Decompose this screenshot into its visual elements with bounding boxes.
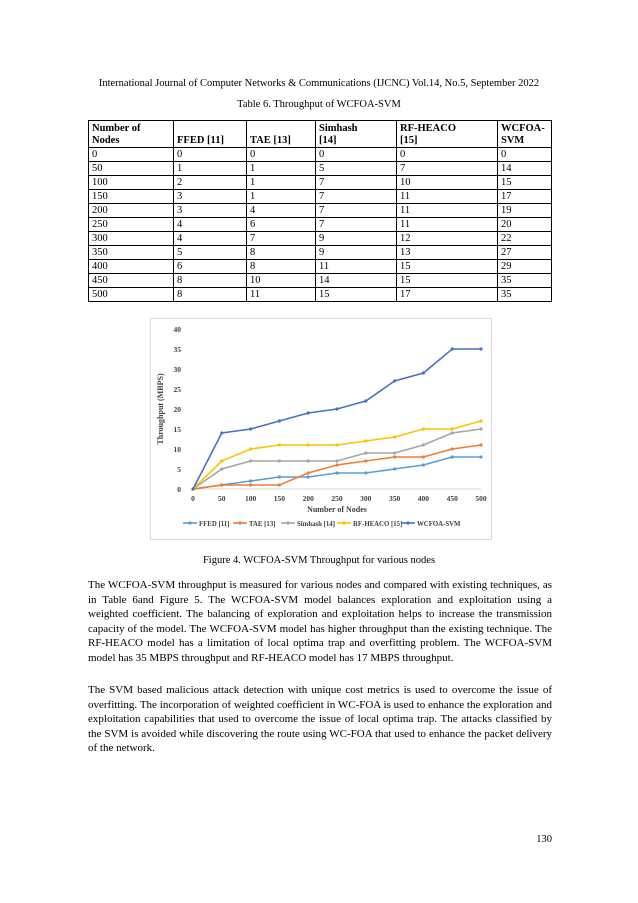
data-point	[393, 435, 396, 438]
data-point	[393, 379, 396, 382]
table-cell: 15	[397, 260, 498, 274]
data-point	[479, 427, 482, 430]
data-point	[479, 455, 482, 458]
table-cell: 450	[89, 274, 174, 288]
chart-canvas	[151, 319, 491, 539]
table-cell: 7	[316, 190, 397, 204]
data-point	[479, 419, 482, 422]
col-header-line: Number of	[92, 123, 141, 134]
table-cell: 11	[247, 288, 316, 302]
table-row	[89, 260, 552, 274]
table-cell: 500	[89, 288, 174, 302]
table-cell: 10	[397, 176, 498, 190]
data-point	[249, 459, 252, 462]
data-point	[451, 447, 454, 450]
table-cell: 8	[174, 288, 247, 302]
legend-label: Simhash [14]	[297, 521, 335, 528]
table-cell: 250	[89, 218, 174, 232]
data-point	[364, 439, 367, 442]
y-axis-label: Throughput (MBPS)	[156, 373, 165, 445]
col-header-line: [15]	[400, 135, 418, 146]
y-tick-label: 30	[173, 365, 181, 374]
x-tick-label: 0	[191, 494, 195, 503]
table-cell: 15	[316, 288, 397, 302]
data-point	[307, 411, 310, 414]
x-tick-label: 100	[244, 494, 257, 503]
col-header-simhash	[316, 121, 397, 148]
table-cell: 100	[89, 176, 174, 190]
data-point	[422, 427, 425, 430]
legend-marker	[342, 521, 345, 524]
x-tick-label: 350	[388, 494, 401, 503]
table-cell: 4	[247, 204, 316, 218]
table-cell: 50	[89, 162, 174, 176]
table-row	[89, 176, 552, 190]
table-row	[89, 232, 552, 246]
table-cell: 7	[397, 162, 498, 176]
legend-marker	[238, 521, 241, 524]
data-point	[307, 443, 310, 446]
paragraph: The SVM based malicious attack detection with unique cost metrics is used to overcome the issue of overfitting. The incorporation of weighted coefficient in WC-FOA is used to enhance the exploration and exploitation capabilities that used to overcome the issue of local optima trap. The attacks classified by the SVM is avoided while discovering the route using WC-FOA that used to enhance the packet delivery of the network.	[88, 684, 552, 754]
table-cell: 11	[397, 204, 498, 218]
table-cell: 9	[316, 232, 397, 246]
y-tick-label: 40	[173, 325, 181, 334]
legend-marker	[286, 521, 289, 524]
data-point	[451, 427, 454, 430]
data-point	[335, 471, 338, 474]
table-cell: 0	[89, 148, 174, 162]
x-tick-label: 300	[360, 494, 372, 503]
table-cell: 300	[89, 232, 174, 246]
legend-marker	[406, 521, 409, 524]
table-cell: 7	[316, 218, 397, 232]
col-header-line: TAE [13]	[250, 135, 291, 146]
data-point	[191, 487, 194, 490]
data-point	[335, 407, 338, 410]
data-point	[249, 427, 252, 430]
table-cell: 27	[498, 246, 552, 260]
table-cell: 13	[397, 246, 498, 260]
legend-marker	[188, 521, 191, 524]
data-point	[307, 459, 310, 462]
data-point	[307, 471, 310, 474]
table-cell: 15	[498, 176, 552, 190]
x-tick-label: 200	[302, 494, 314, 503]
table-caption: Table 6. Throughput of WCFOA-SVM	[237, 99, 401, 110]
table-cell: 35	[498, 288, 552, 302]
table-cell: 3	[174, 204, 247, 218]
table-cell: 350	[89, 246, 174, 260]
data-point	[479, 443, 482, 446]
throughput-table	[88, 120, 552, 302]
table-cell: 22	[498, 232, 552, 246]
table-cell: 0	[247, 148, 316, 162]
table-cell: 17	[498, 190, 552, 204]
data-point	[422, 455, 425, 458]
data-point	[278, 443, 281, 446]
table-row	[89, 190, 552, 204]
data-point	[220, 483, 223, 486]
table-cell: 5	[316, 162, 397, 176]
data-point	[220, 459, 223, 462]
table-cell: 20	[498, 218, 552, 232]
x-tick-label: 450	[446, 494, 458, 503]
x-tick-label: 250	[331, 494, 343, 503]
data-point	[278, 459, 281, 462]
table-cell: 11	[397, 190, 498, 204]
legend-label: TAE [13]	[249, 521, 276, 528]
data-point	[422, 443, 425, 446]
y-tick-label: 10	[173, 445, 181, 454]
legend-label: WCFOA-SVM	[417, 521, 461, 528]
table-cell: 7	[316, 176, 397, 190]
series-line	[193, 429, 481, 489]
table-cell: 19	[498, 204, 552, 218]
table-cell: 200	[89, 204, 174, 218]
data-point	[307, 475, 310, 478]
data-point	[393, 467, 396, 470]
data-point	[393, 455, 396, 458]
x-tick-label: 50	[218, 494, 226, 503]
data-point	[364, 459, 367, 462]
data-point	[393, 451, 396, 454]
table-row	[89, 288, 552, 302]
table-cell: 35	[498, 274, 552, 288]
col-header-line: FFED [11]	[177, 135, 224, 146]
col-header-line: Nodes	[92, 135, 120, 146]
table-cell: 11	[397, 218, 498, 232]
table-cell: 7	[316, 204, 397, 218]
table-cell: 1	[174, 162, 247, 176]
y-tick-label: 20	[173, 405, 181, 414]
y-tick-label: 0	[177, 485, 181, 494]
col-header-rf-heaco	[397, 121, 498, 148]
table-header-row	[89, 121, 552, 148]
table-cell: 6	[247, 218, 316, 232]
table-cell: 1	[247, 176, 316, 190]
table-cell: 10	[247, 274, 316, 288]
table-cell: 14	[316, 274, 397, 288]
col-header-tae	[247, 121, 316, 148]
data-point	[422, 371, 425, 374]
table-cell: 9	[316, 246, 397, 260]
paragraph: The WCFOA-SVM throughput is measured for various nodes and compared with existing techniques, as in Table 6and Figure 5. The WCFOA-SVM model balances exploration and exploitation using a weighted coefficient. The balancing of exploration and exploitation helps to increase the transmission capacity of the model. The WCFOA-SVM model has higher throughput than the existing technique. The RF-HEACO model has a limitation of local optima trap and overfitting problem. The WCFOA-SVM model has 35 MBPS throughput and RF-HEACO model has 17 MBPS throughput.	[88, 579, 552, 664]
data-point	[422, 463, 425, 466]
data-point	[479, 347, 482, 350]
table-cell: 0	[174, 148, 247, 162]
x-axis-label: Number of Nodes	[307, 505, 367, 514]
data-point	[364, 471, 367, 474]
data-point	[335, 443, 338, 446]
legend-label: FFED [11]	[199, 521, 230, 528]
table-cell: 1	[247, 162, 316, 176]
table-cell: 6	[174, 260, 247, 274]
table-row	[89, 162, 552, 176]
data-point	[249, 447, 252, 450]
y-tick-label: 15	[173, 425, 181, 434]
table-row	[89, 246, 552, 260]
data-point	[278, 475, 281, 478]
table-cell: 0	[397, 148, 498, 162]
table-cell: 4	[174, 232, 247, 246]
col-header-nodes	[89, 121, 174, 148]
table-cell: 12	[397, 232, 498, 246]
y-tick-label: 35	[173, 345, 181, 354]
page-number: 130	[536, 834, 552, 845]
x-tick-label: 400	[417, 494, 430, 503]
col-header-line: SVM	[501, 135, 525, 146]
table-cell: 29	[498, 260, 552, 274]
journal-header: International Journal of Computer Networks & Communications (IJCNC) Vol.14, No.5, September 2022	[98, 78, 540, 89]
col-header-wcfoa-svm	[498, 121, 552, 148]
series-line	[193, 349, 481, 489]
data-point	[451, 431, 454, 434]
table-row	[89, 274, 552, 288]
table-cell: 5	[174, 246, 247, 260]
table-cell: 8	[174, 274, 247, 288]
table-cell: 2	[174, 176, 247, 190]
table-row	[89, 218, 552, 232]
table-cell: 14	[498, 162, 552, 176]
x-tick-label: 150	[273, 494, 286, 503]
table-cell: 17	[397, 288, 498, 302]
data-point	[249, 483, 252, 486]
data-point	[220, 467, 223, 470]
throughput-chart	[150, 318, 492, 540]
table-cell: 15	[397, 274, 498, 288]
table-cell: 1	[247, 190, 316, 204]
table-cell: 8	[247, 260, 316, 274]
data-point	[451, 347, 454, 350]
col-header-line: WCFOA-	[501, 123, 545, 134]
data-point	[364, 451, 367, 454]
y-tick-label: 5	[177, 465, 181, 474]
table-cell: 3	[174, 190, 247, 204]
table-row	[89, 148, 552, 162]
figure-caption: Figure 4. WCFOA-SVM Throughput for various nodes	[202, 555, 436, 566]
table-cell: 7	[247, 232, 316, 246]
x-tick-label: 500	[475, 494, 487, 503]
y-tick-label: 25	[173, 385, 181, 394]
table-cell: 11	[316, 260, 397, 274]
table-cell: 400	[89, 260, 174, 274]
data-point	[335, 463, 338, 466]
table-row	[89, 204, 552, 218]
data-point	[278, 419, 281, 422]
table-cell: 150	[89, 190, 174, 204]
table-cell: 0	[498, 148, 552, 162]
table-cell: 8	[247, 246, 316, 260]
data-point	[335, 459, 338, 462]
data-point	[451, 455, 454, 458]
col-header-line: Simhash	[319, 123, 358, 134]
data-point	[220, 431, 223, 434]
data-point	[249, 479, 252, 482]
data-point	[364, 399, 367, 402]
col-header-ffed	[174, 121, 247, 148]
table-cell: 0	[316, 148, 397, 162]
col-header-line: RF-HEACO	[400, 123, 456, 134]
data-point	[278, 483, 281, 486]
table-cell: 4	[174, 218, 247, 232]
legend-label: RF-HEACO [15]	[353, 521, 403, 528]
col-header-line: [14]	[319, 135, 337, 146]
